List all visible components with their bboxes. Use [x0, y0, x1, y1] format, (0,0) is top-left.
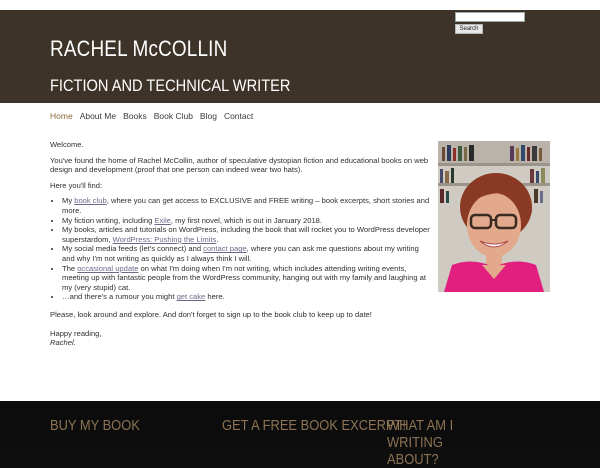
- list-text: The: [62, 263, 78, 273]
- wordpress-book-link[interactable]: WordPress: Pushing the Limits: [112, 234, 217, 244]
- sign-off: Happy reading,: [50, 328, 102, 338]
- list-text: , my first novel, which is out in January 2018.: [170, 215, 323, 225]
- list-item: [62, 264, 430, 293]
- nav-item-contact[interactable]: Contact: [223, 111, 254, 121]
- contact-page-link[interactable]: contact page: [203, 244, 247, 254]
- list-intro: Here you'll find:: [50, 180, 103, 190]
- welcome-text: Welcome.: [50, 140, 84, 149]
- list-item: [62, 244, 430, 263]
- top-strip: [0, 0, 600, 10]
- nav-item-about-me[interactable]: About Me: [79, 111, 117, 121]
- main-nav: [50, 111, 253, 123]
- occasional-update-link[interactable]: occasional update: [77, 263, 139, 273]
- list-text: .: [216, 234, 219, 244]
- nav-item-book-club[interactable]: Book Club: [153, 111, 193, 121]
- author-photo: [438, 141, 550, 292]
- footer-heading-writing-about: WHAT AM I WRITING ABOUT?: [387, 417, 454, 468]
- list-text: My: [62, 196, 75, 206]
- main-content: [50, 140, 430, 348]
- signature-name: Rachel.: [50, 338, 76, 348]
- search-input[interactable]: [455, 12, 525, 22]
- list-text: My social media feeds (let's connect) and: [62, 244, 204, 254]
- list-text: My fiction writing, including: [62, 215, 155, 225]
- list-text: here.: [205, 292, 225, 302]
- nav-item-blog[interactable]: Blog: [199, 111, 217, 121]
- get-cake-link[interactable]: get cake: [176, 292, 206, 302]
- list-item: [62, 225, 430, 244]
- list-text: , where you can get access to EXCLUSIVE and FREE writing – book excerpts, short stories and more.: [62, 196, 430, 215]
- search-button[interactable]: Search: [455, 24, 483, 34]
- site-title[interactable]: RACHEL McCOLLIN: [50, 36, 228, 61]
- list-item: [62, 196, 430, 215]
- nav-item-home[interactable]: Home: [50, 111, 73, 121]
- list-item: [62, 292, 430, 302]
- site-tagline: FICTION AND TECHNICAL WRITER: [50, 76, 291, 95]
- list-text: on what I'm doing when I'm not writing, which includes attending writing events, meeting up with fantastic people from the WordPress community, hanging out with my family and laughing at my (very stupid) cat.: [62, 263, 426, 292]
- list-text: …and there's a rumour you might: [62, 292, 177, 302]
- closing-paragraph: Please, look around and explore. And don't forget to sign up to the book club to keep up to date!: [50, 309, 372, 319]
- site-footer: [0, 401, 600, 468]
- footer-heading-free-excerpt: GET A FREE BOOK EXCERPT!: [222, 417, 406, 434]
- list-item: [62, 216, 430, 226]
- exile-link[interactable]: Exile: [154, 215, 171, 225]
- intro-paragraph: You've found the home of Rachel McCollin, author of speculative dystopian fiction and educational books on web design and development (proof that one person can indeed wear two hats).: [50, 155, 429, 175]
- book-club-link[interactable]: book club: [74, 196, 107, 206]
- list-text: My books, articles and tutorials on WordPress, including the book that will rocket you to WordPress developer superstardom,: [62, 225, 430, 244]
- list-text: , where you can ask me questions about my writing and why I'm not writing as quickly as I always think I will.: [62, 244, 419, 263]
- site-header: [0, 10, 600, 103]
- footer-heading-buy-my-book: BUY MY BOOK: [50, 417, 140, 434]
- nav-item-books[interactable]: Books: [123, 111, 147, 121]
- feature-list: [50, 196, 430, 302]
